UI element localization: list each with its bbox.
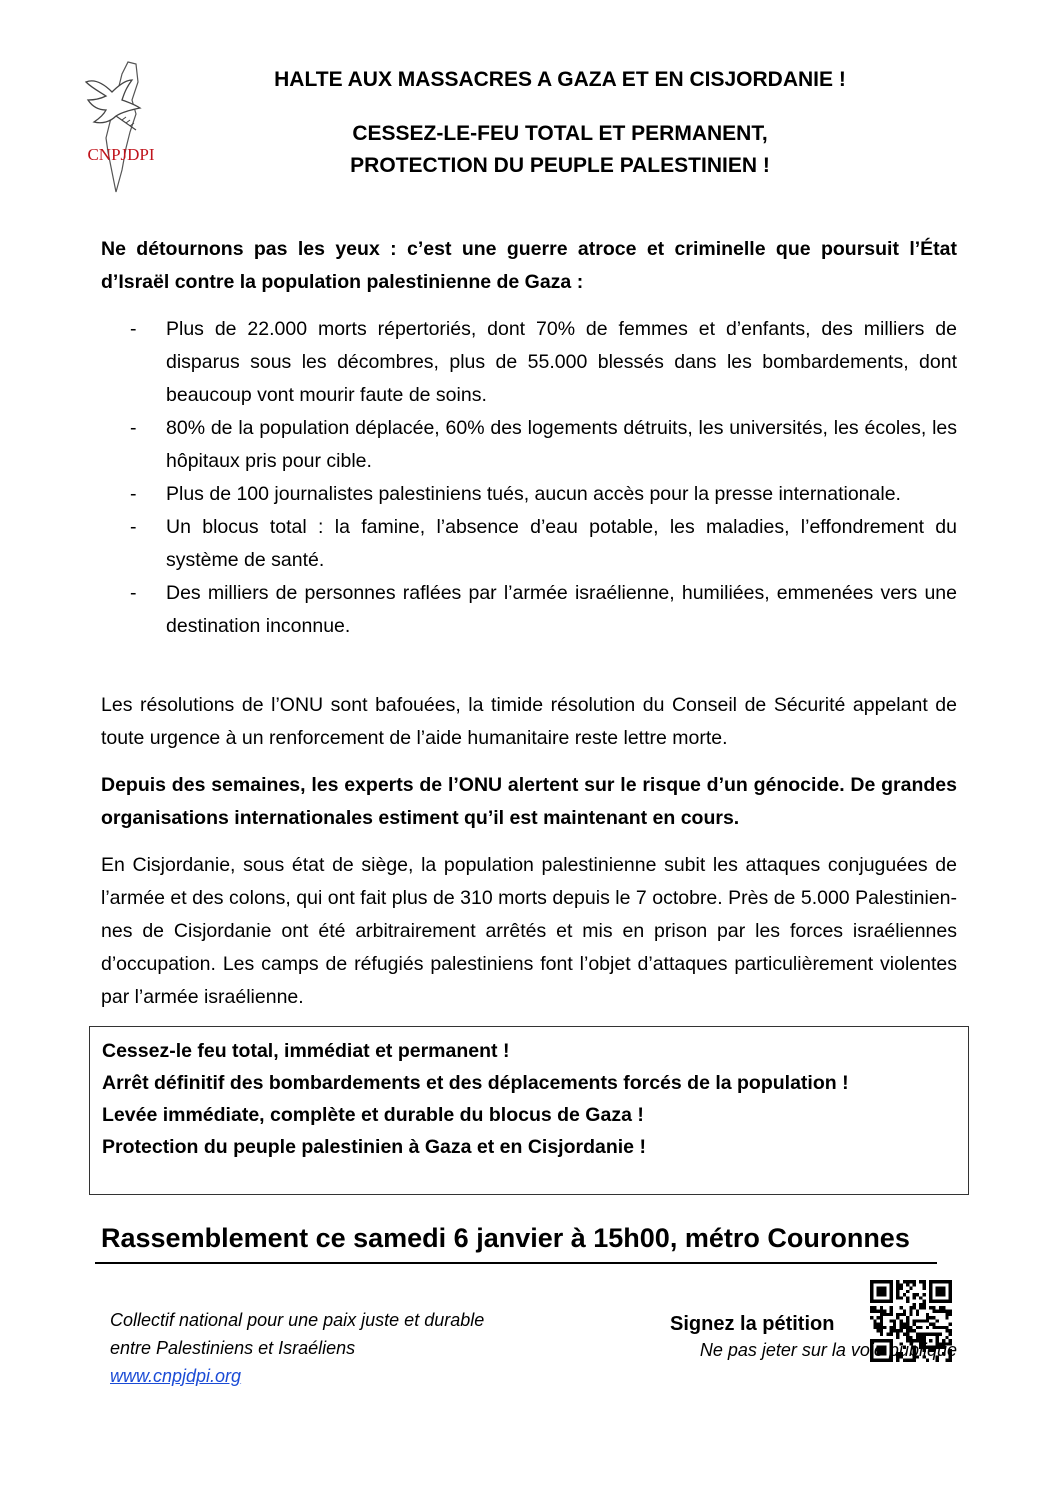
onu-paragraph: Les résolutions de l’ONU sont bafouées, la timide résolution du Conseil de Sécurité appelant de toute urgence à un renforcement de l’aide humanitaire reste lettre morte. [101, 694, 957, 749]
demands-box [89, 1026, 969, 1195]
intro-paragraph: Ne détournons pas les yeux : c’est une guerre atroce et criminelle que poursuit l’État d’Israël contre la population palestinienne de Gaza : [101, 238, 957, 293]
organization-info [110, 1306, 484, 1390]
demand-item: Arrêt définitif des bombardements et des déplacements forcés de la population ! [102, 1072, 849, 1094]
demand-item: Levée immédiate, complète et durable du blocus de Gaza ! [102, 1104, 644, 1126]
org-line-2: entre Palestiniens et Israéliens [110, 1338, 356, 1358]
bullet-marker: - [130, 318, 137, 340]
disposal-notice: Ne pas jeter sur la voie publique [699, 1340, 957, 1360]
org-line-1: Collectif national pour une paix juste et durable [110, 1310, 485, 1330]
list-item [130, 313, 957, 412]
dove-map-icon [66, 52, 176, 202]
list-item-text: 80% de la population déplacée, 60% des logements détruits, les universités, les écoles, les hôpitaux pris pour cible. [166, 417, 957, 472]
main-title: HALTE AUX MASSACRES A GAZA ET EN CISJORDANIE ! [274, 68, 846, 91]
list-item-text: Plus de 22.000 morts répertoriés, dont 70% de femmes et d’enfants, des milliers de disparus sous les décombres, plus de 55.000 blessés dans les bombardements, dont beaucoup vont mourir faute de soins. [166, 318, 957, 406]
list-item [130, 412, 957, 478]
logo-text: CNPJDPI [87, 145, 155, 164]
bullet-marker: - [130, 582, 137, 604]
website-link[interactable]: www.cnpjdpi.org [110, 1366, 242, 1386]
petition-label: Signez la pétition [670, 1313, 835, 1335]
facts-list [130, 313, 957, 643]
list-item [130, 478, 957, 511]
subtitle-line-1: CESSEZ-LE-FEU TOTAL ET PERMANENT, [352, 122, 768, 145]
rally-announcement: Rassemblement ce samedi 6 janvier à 15h00, métro Couronnes [101, 1223, 910, 1253]
list-item [130, 511, 957, 577]
list-item-text: Plus de 100 journalistes palestiniens tués, aucun accès pour la presse internationale. [166, 483, 901, 505]
list-item-text: Un blocus total : la famine, l’absence d’eau potable, les maladies, l’effondrement du système de santé. [166, 516, 957, 571]
demand-item: Protection du peuple palestinien à Gaza et en Cisjordanie ! [102, 1136, 646, 1158]
demand-item: Cessez-le feu total, immédiat et permanent ! [102, 1040, 510, 1062]
list-item-text: Des milliers de personnes raflées par l’armée israélienne, humiliées, emmenées vers une destination inconnue. [166, 582, 957, 637]
bullet-marker: - [130, 417, 137, 439]
bullet-marker: - [130, 483, 137, 505]
list-item [130, 577, 957, 643]
bullet-marker: - [130, 516, 137, 538]
cisjordanie-paragraph: En Cisjordanie, sous état de siège, la population palestinienne subit les attaques conjuguées de l’armée et des colons, qui ont fait plus de 310 morts depuis le 7 octobre. Près de 5.000 Palestinien-nes de Cisjordanie ont été arbitrairement arrêtés et mis en prison par les forces israéliennes d’occupation. Les camps de réfugiés palestiniens font l’objet d’attaques particulièrement violentes par l’armée israélienne. [101, 854, 957, 1008]
divider [95, 1262, 937, 1264]
genocide-paragraph: Depuis des semaines, les experts de l’ONU alertent sur le risque d’un génocide. De grandes organisations internationales estiment qu’il est maintenant en cours. [101, 774, 957, 829]
subtitle-line-2: PROTECTION DU PEUPLE PALESTINIEN ! [350, 154, 770, 177]
cnpjdpi-logo [66, 52, 176, 202]
